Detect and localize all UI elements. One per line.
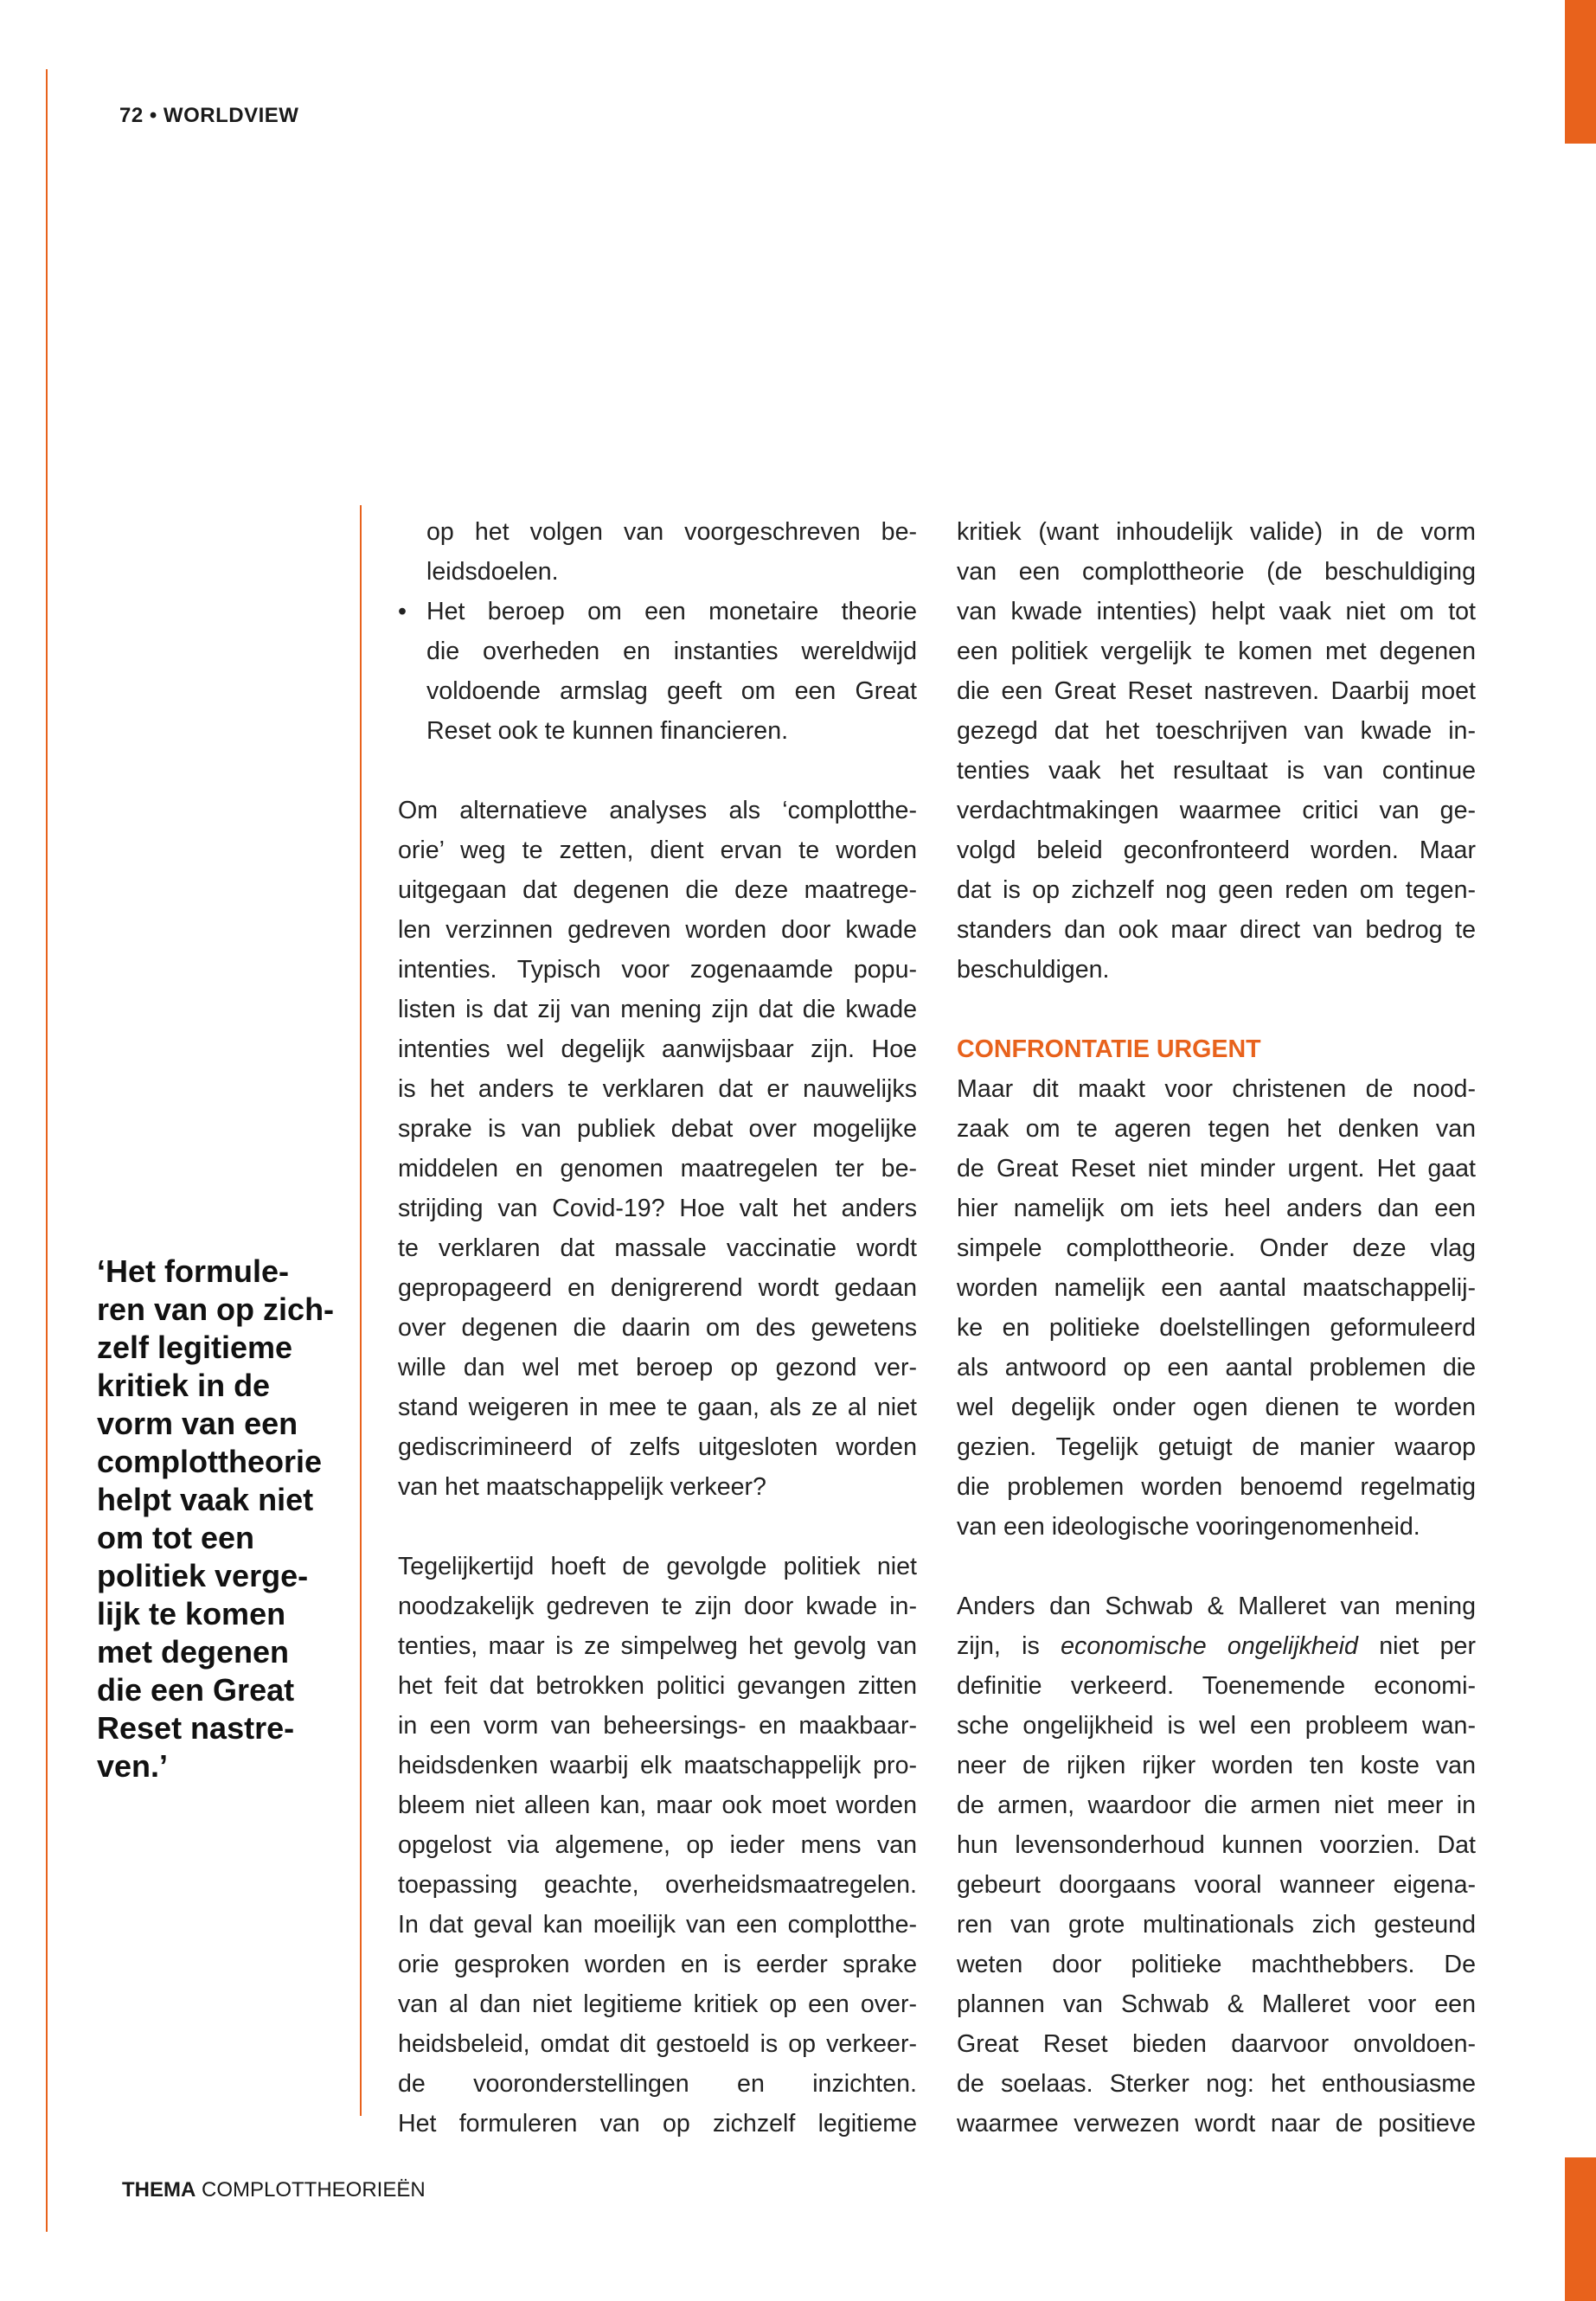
section-heading: CONFRONTATIE URGENT [957, 1035, 1261, 1063]
footer-subject: COMPLOTTHEORIEËN [202, 2178, 426, 2202]
paragraph-line: die een Great Reset nastreven. Daarbij moet [957, 677, 1476, 705]
pull-quote-line: ‘Het formule- [97, 1253, 290, 1289]
paragraph-line: beschuldigen. [957, 956, 1110, 984]
paragraph [957, 1069, 1476, 1547]
paragraph-line: hun levensonderhoud kunnen voorzien. Dat [957, 1831, 1476, 1859]
paragraph-line: dat is op zichzelf nog geen reden om tegen- [957, 876, 1476, 904]
paragraph-line: van een complottheorie (de beschuldiging [957, 558, 1476, 586]
paragraph-line: heidsdenken waarbij elk maatschappelijk pro- [398, 1752, 917, 1779]
paragraph-line: wille dan wel met beroep op gezond ver- [398, 1354, 917, 1381]
paragraph-line: Het formuleren van op zichzelf legitieme [398, 2110, 917, 2138]
paragraph [957, 512, 1476, 990]
footer-thema: THEMA [122, 2178, 196, 2202]
paragraph-line: te verklaren dat massale vaccinatie wordt [398, 1234, 917, 1262]
paragraph-line: listen is dat zij van mening zijn dat die kwade [398, 996, 917, 1023]
pull-quote-line: kritiek in de [97, 1368, 271, 1403]
paragraph-line: die overheden en instanties wereldwijd [426, 638, 917, 665]
paragraph-line: Het beroep om een monetaire theorie [426, 598, 917, 625]
paragraph-line: intenties wel degelijk aanwijsbaar zijn. Hoe [398, 1035, 917, 1063]
paragraph-line: op het volgen van voorgeschreven be- [426, 518, 917, 546]
bullet-text [426, 592, 917, 751]
paragraph-line: neer de rijken rijker worden ten koste van [957, 1752, 1476, 1779]
column-divider-rule [360, 505, 362, 2116]
paragraph-line: Tegelijkertijd hoeft de gevolgde politiek niet [398, 1553, 917, 1580]
pull-quote-line: Reset nastre- [97, 1710, 295, 1746]
paragraph-line: van een ideologische vooringenomenheid. [957, 1513, 1420, 1541]
paragraph-line: sche ongelijkheid is wel een probleem wan- [957, 1712, 1476, 1740]
paragraph [398, 791, 917, 1507]
paragraph-line: gezien. Tegelijk getuigt de manier waarop [957, 1433, 1476, 1461]
paragraph-line: In dat geval kan moeilijk van een complotthe- [398, 1911, 917, 1939]
paragraph-line: weten door politieke machthebbers. De [957, 1951, 1476, 1978]
page-header: 72 • WORLDVIEW [119, 104, 299, 127]
paragraph-line: Reset ook te kunnen financieren. [426, 717, 789, 745]
paragraph-line: gebeurt doorgaans vooral wanneer eigena- [957, 1871, 1476, 1899]
pull-quote-line: zelf legitieme [97, 1330, 293, 1365]
pull-quote-line: die een Great [97, 1672, 295, 1708]
text-column-1 [398, 512, 917, 2144]
paragraph-line: orie’ weg te zetten, dient ervan te worden [398, 836, 917, 864]
paragraph-line: heidsbeleid, omdat dit gestoeld is op verkeer- [398, 2030, 917, 2058]
paragraph-line: van al dan niet legitieme kritiek op een over- [398, 1990, 917, 2018]
paragraph-line: Maar dit maakt voor christenen de nood- [957, 1075, 1476, 1103]
pull-quote-line: om tot een [97, 1520, 255, 1555]
paragraph-line: verdachtmakingen waarmee critici van ge- [957, 797, 1476, 824]
paragraph-line: gezegd dat het toeschrijven van kwade in- [957, 717, 1476, 745]
paragraph-line: die problemen worden benoemd regelmatig [957, 1473, 1476, 1501]
paragraph-line: len verzinnen gedreven worden door kwade [398, 916, 917, 944]
pull-quote-line: helpt vaak niet [97, 1482, 314, 1517]
paragraph-line: Om alternatieve analyses als ‘complotthe- [398, 797, 917, 824]
paragraph-line: leidsdoelen. [426, 558, 559, 586]
paragraph-line: middelen en genomen maatregelen ter be- [398, 1155, 917, 1183]
paragraph-line: van kwade intenties) helpt vaak niet om tot [957, 598, 1476, 625]
pull-quote-line: ren van op zich- [97, 1292, 335, 1327]
left-margin-rule [46, 69, 48, 2232]
pull-quote-line: politiek verge- [97, 1558, 309, 1593]
paragraph-line: Anders dan Schwab & Malleret van mening [957, 1593, 1476, 1620]
paragraph-line: in een vorm van beheersings- en maakbaar- [398, 1712, 917, 1740]
text-column-2 [957, 512, 1476, 2144]
paragraph-line: volgd beleid geconfronteerd worden. Maar [957, 836, 1476, 864]
paragraph-line: waarmee verwezen wordt naar de positieve [957, 2110, 1476, 2138]
paragraph-line: zaak om te ageren tegen het denken van [957, 1115, 1476, 1143]
paragraph-line: uitgegaan dat degenen die deze maatrege- [398, 876, 917, 904]
paragraph-line: ke en politieke doelstellingen geformuleerd [957, 1314, 1476, 1342]
pull-quote [97, 1253, 343, 1785]
paragraph-line: de soelaas. Sterker nog: het enthousiasme [957, 2070, 1476, 2098]
paragraph-line: wel degelijk onder ogen dienen te worden [957, 1394, 1476, 1421]
paragraph-line: tenties, maar is ze simpelweg het gevolg van [398, 1632, 917, 1660]
paragraph-line: worden namelijk een aantal maatschappelij- [957, 1274, 1476, 1302]
paragraph-line: tenties vaak het resultaat is van continue [957, 757, 1476, 785]
paragraph-line: bleem niet alleen kan, maar ook moet worden [398, 1791, 917, 1819]
paragraph-line: de vooronderstellingen en inzichten. [398, 2070, 917, 2098]
paragraph-line: simpele complottheorie. Onder deze vlag [957, 1234, 1476, 1262]
paragraph-line: opgelost via algemene, op ieder mens van [398, 1831, 917, 1859]
page-footer [122, 2178, 426, 2202]
paragraph-line: het feit dat betrokken politici gevangen zitten [398, 1672, 917, 1700]
paragraph-line: hier namelijk om iets heel anders dan een [957, 1195, 1476, 1222]
paragraph-line: ren van grote multinationals zich gesteund [957, 1911, 1476, 1939]
paragraph-line: strijding van Covid-19? Hoe valt het anders [398, 1195, 917, 1222]
paragraph [398, 1547, 917, 2144]
orange-edge-tab-top [1565, 0, 1596, 144]
pull-quote-line: met degenen [97, 1634, 290, 1670]
paragraph-line: stand weigeren in mee te gaan, als ze al niet [398, 1394, 917, 1421]
pull-quote-line: ven.’ [97, 1748, 169, 1784]
paragraph-line: gediscrimineerd of zelfs uitgesloten worden [398, 1433, 917, 1461]
bullet-item [398, 592, 917, 751]
paragraph-line: noodzakelijk gedreven te zijn door kwade in- [398, 1593, 917, 1620]
paragraph-line: orie gesproken worden en is eerder sprake [398, 1951, 917, 1978]
paragraph-line: plannen van Schwab & Malleret voor een [957, 1990, 1476, 2018]
paragraph-line: de Great Reset niet minder urgent. Het gaat [957, 1155, 1476, 1183]
paragraph-line: de armen, waardoor die armen niet meer in [957, 1791, 1476, 1819]
paragraph-line: over degenen die daarin om des gewetens [398, 1314, 917, 1342]
paragraph-line: is het anders te verklaren dat er nauwelijks [398, 1075, 917, 1103]
paragraph-line: een politiek vergelijk te komen met degenen [957, 638, 1476, 665]
paragraph-line: voldoende armslag geeft om een Great [426, 677, 917, 705]
paragraph [957, 1666, 1476, 2144]
paragraph-line: definitie verkeerd. Toenemende economi- [957, 1672, 1476, 1700]
bullet-marker: • [398, 598, 407, 625]
paragraph-line: van het maatschappelijk verkeer? [398, 1473, 766, 1501]
paragraph-line: standers dan ook maar direct van bedrog te [957, 916, 1476, 944]
paragraph-line: zijn, is economische ongelijkheid niet per [957, 1632, 1476, 1660]
paragraph-line: Great Reset bieden daarvoor onvoldoen- [957, 2030, 1476, 2058]
paragraph-line: gepropageerd en denigrerend wordt gedaan [398, 1274, 917, 1302]
paragraph-line: sprake is van publiek debat over mogelijke [398, 1115, 917, 1143]
pull-quote-line: lijk te komen [97, 1596, 286, 1631]
paragraph-line: intenties. Typisch voor zogenaamde popu- [398, 956, 917, 984]
orange-edge-tab-bottom [1565, 2157, 1596, 2301]
bullet-continuation [398, 512, 917, 592]
paragraph-line: kritiek (want inhoudelijk valide) in de vorm [957, 518, 1476, 546]
pull-quote-line: vorm van een [97, 1406, 298, 1441]
paragraph-line: toepassing geachte, overheidsmaatregelen. [398, 1871, 917, 1899]
paragraph-line: als antwoord op een aantal problemen die [957, 1354, 1476, 1381]
pull-quote-line: complottheorie [97, 1444, 323, 1479]
